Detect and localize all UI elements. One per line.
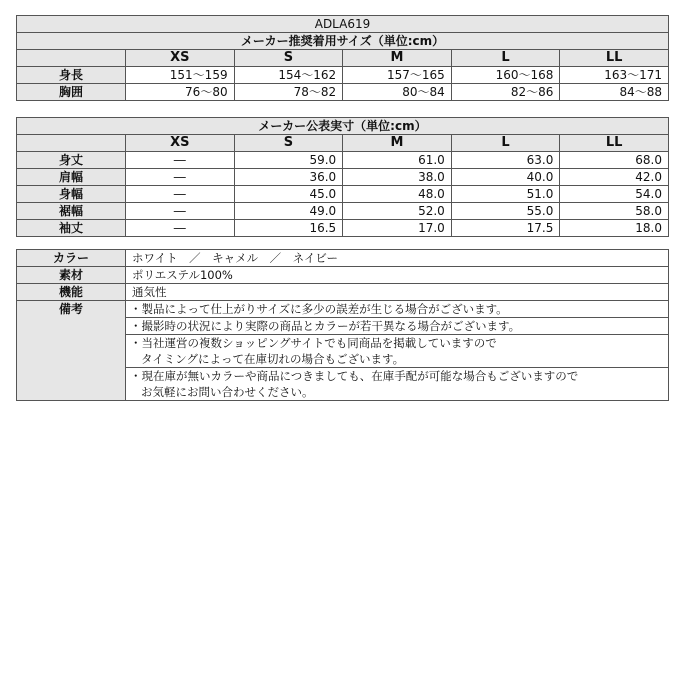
table-cell: ― bbox=[126, 152, 235, 169]
table-cell: 17.0 bbox=[343, 220, 452, 237]
notes-label: 備考 bbox=[17, 301, 126, 401]
table-cell: 154〜162 bbox=[234, 67, 343, 84]
table-cell: 36.0 bbox=[234, 169, 343, 186]
size-header: L bbox=[451, 135, 560, 152]
info-row-function bbox=[17, 284, 669, 301]
table-cell: ― bbox=[126, 169, 235, 186]
size-header: M bbox=[343, 50, 452, 67]
table-cell: 163〜171 bbox=[560, 67, 669, 84]
table-cell: 40.0 bbox=[451, 169, 560, 186]
table-cell: ― bbox=[126, 186, 235, 203]
table-cell: ― bbox=[126, 203, 235, 220]
table-cell: 76〜80 bbox=[126, 84, 235, 101]
row-label: 袖丈 bbox=[17, 220, 126, 237]
table-cell: 151〜159 bbox=[126, 67, 235, 84]
recommended-size-table bbox=[16, 15, 669, 101]
product-code: ADLA619 bbox=[17, 16, 669, 33]
actual-size-table bbox=[16, 117, 669, 237]
table-cell: 45.0 bbox=[234, 186, 343, 203]
note-line: ・撮影時の状況により実際の商品とカラーが若干異なる場合がございます。 bbox=[130, 319, 521, 333]
table-row bbox=[17, 67, 669, 84]
note-line: ・当社運営の複数ショッピングサイトでも同商品を掲載していますので bbox=[130, 336, 497, 350]
table-cell: 16.5 bbox=[234, 220, 343, 237]
table-cell: 82〜86 bbox=[451, 84, 560, 101]
table-row bbox=[17, 220, 669, 237]
row-label: 身幅 bbox=[17, 186, 126, 203]
color-label: カラー bbox=[17, 250, 126, 267]
actual-title: メーカー公表実寸（単位:cm） bbox=[17, 118, 669, 135]
note-line: タイミングによって在庫切れの場合もございます。 bbox=[141, 352, 405, 366]
table-cell: 18.0 bbox=[560, 220, 669, 237]
table-cell: 58.0 bbox=[560, 203, 669, 220]
table-cell: 42.0 bbox=[560, 169, 669, 186]
function-value: 通気性 bbox=[126, 284, 669, 301]
table-row bbox=[17, 84, 669, 101]
function-label: 機能 bbox=[17, 284, 126, 301]
info-row-notes bbox=[17, 301, 669, 318]
material-label: 素材 bbox=[17, 267, 126, 284]
row-label: 身長 bbox=[17, 67, 126, 84]
table-cell: 51.0 bbox=[451, 186, 560, 203]
size-header-row bbox=[17, 50, 669, 67]
size-header: S bbox=[234, 50, 343, 67]
row-label: 肩幅 bbox=[17, 169, 126, 186]
header-blank bbox=[17, 50, 126, 67]
note-item bbox=[126, 301, 669, 318]
row-label: 裾幅 bbox=[17, 203, 126, 220]
table-cell: 52.0 bbox=[343, 203, 452, 220]
table-cell: 55.0 bbox=[451, 203, 560, 220]
table-cell: 160〜168 bbox=[451, 67, 560, 84]
table-cell: 78〜82 bbox=[234, 84, 343, 101]
table-cell: ― bbox=[126, 220, 235, 237]
size-header-row bbox=[17, 135, 669, 152]
table-cell: 49.0 bbox=[234, 203, 343, 220]
note-item bbox=[126, 335, 669, 368]
row-label: 身丈 bbox=[17, 152, 126, 169]
note-item bbox=[126, 318, 669, 335]
product-info-table bbox=[16, 249, 669, 401]
recommended-title: メーカー推奨着用サイズ（単位:cm） bbox=[17, 33, 669, 50]
table-cell: 48.0 bbox=[343, 186, 452, 203]
table-cell: 54.0 bbox=[560, 186, 669, 203]
note-item bbox=[126, 368, 669, 401]
table-row bbox=[17, 152, 669, 169]
size-header: L bbox=[451, 50, 560, 67]
table-cell: 157〜165 bbox=[343, 67, 452, 84]
table-cell: 59.0 bbox=[234, 152, 343, 169]
table-cell: 17.5 bbox=[451, 220, 560, 237]
info-row-color bbox=[17, 250, 669, 267]
size-header: LL bbox=[560, 50, 669, 67]
material-value: ポリエステル100% bbox=[126, 267, 669, 284]
table-cell: 68.0 bbox=[560, 152, 669, 169]
header-blank bbox=[17, 135, 126, 152]
table-row bbox=[17, 169, 669, 186]
size-header: XS bbox=[126, 50, 235, 67]
note-line: ・現在庫が無いカラーや商品につきましても、在庫手配が可能な場合もございますので bbox=[130, 369, 579, 383]
color-value: ホワイト ／ キャメル ／ ネイビー bbox=[126, 250, 669, 267]
size-header: LL bbox=[560, 135, 669, 152]
row-label: 胸囲 bbox=[17, 84, 126, 101]
table-row bbox=[17, 186, 669, 203]
info-row-material bbox=[17, 267, 669, 284]
note-line: お気軽にお問い合わせください。 bbox=[141, 385, 314, 399]
size-header: M bbox=[343, 135, 452, 152]
size-header: S bbox=[234, 135, 343, 152]
table-cell: 84〜88 bbox=[560, 84, 669, 101]
table-cell: 63.0 bbox=[451, 152, 560, 169]
size-header: XS bbox=[126, 135, 235, 152]
table-row bbox=[17, 203, 669, 220]
note-line: ・製品によって仕上がりサイズに多少の誤差が生じる場合がございます。 bbox=[130, 302, 508, 316]
table-cell: 61.0 bbox=[343, 152, 452, 169]
table-cell: 80〜84 bbox=[343, 84, 452, 101]
table-cell: 38.0 bbox=[343, 169, 452, 186]
